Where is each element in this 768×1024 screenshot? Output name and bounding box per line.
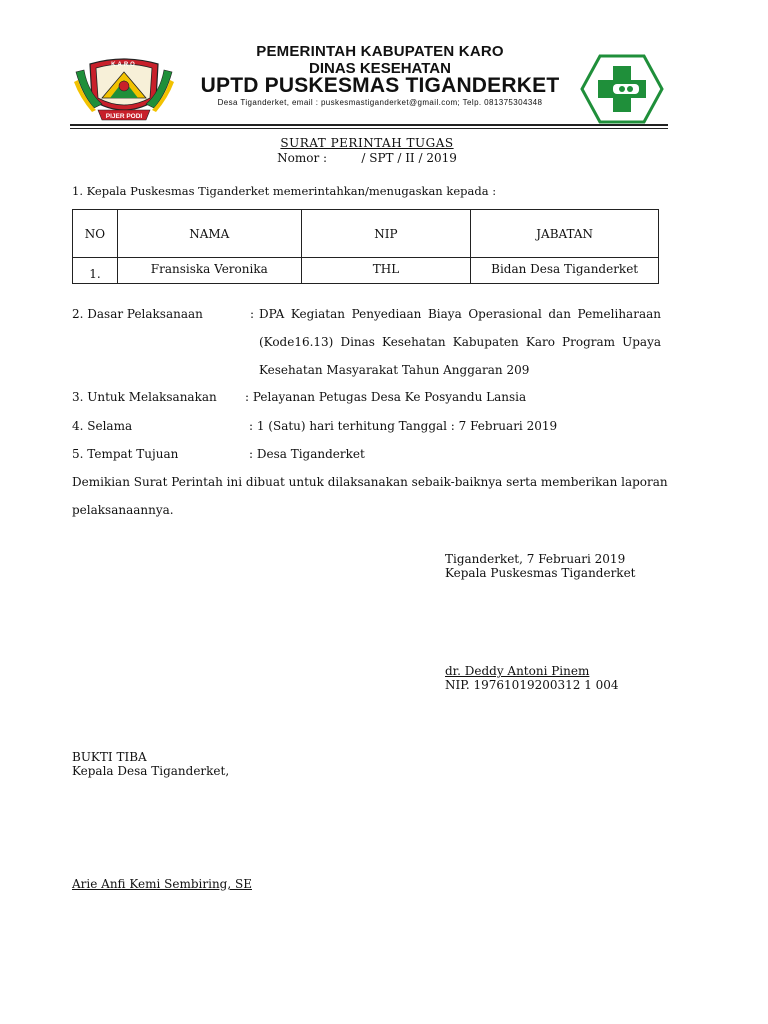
header-nama: NAMA [117, 210, 301, 258]
dasar-colon: : [250, 307, 255, 321]
document-title: SURAT PERINTAH TUGAS [280, 136, 454, 150]
untuk-value: : Pelayanan Petugas Desa Ke Posyandu Lansia [245, 390, 527, 404]
closing-line-2: pelaksanaannya. [72, 503, 174, 517]
personnel-table [72, 209, 659, 284]
selama-label: 4. Selama [72, 419, 133, 433]
bukti-tiba-position: Kepala Desa Tiganderket, [72, 764, 230, 778]
emblem-ribbon-text: PIJER PODI [105, 113, 143, 120]
tempat-label: 5. Tempat Tujuan [72, 447, 179, 461]
cell-nip: THL [301, 258, 471, 284]
cell-nama: Fransiska Veronika [117, 258, 301, 284]
closing-line-1: Demikian Surat Perintah ini dibuat untuk dilaksanakan sebaik-baiknya serta memberikan laporan [72, 475, 668, 489]
selama-value: : 1 (Satu) hari terhitung Tanggal : 7 Februari 2019 [249, 419, 558, 433]
instruction-intro: 1. Kepala Puskesmas Tiganderket memerintahkan/menugaskan kepada : [72, 184, 497, 198]
cell-jabatan: Bidan Desa Tiganderket [471, 258, 659, 284]
bukti-tiba-name: Arie Anfi Kemi Sembiring, SE [72, 877, 252, 891]
document-number: Nomor : / SPT / II / 2019 [277, 151, 457, 165]
letterhead-address: Desa Tiganderket, email : puskesmastiganderket@gmail.com; Telp. 081375304348 [217, 98, 543, 107]
karo-regency-emblem [72, 54, 176, 124]
signature-name: dr. Deddy Antoni Pinem [445, 664, 590, 678]
bukti-tiba-title: BUKTI TIBA [72, 750, 147, 764]
signature-position: Kepala Puskesmas Tiganderket [445, 566, 636, 580]
letterhead-rule-thin [70, 128, 668, 129]
table-row [73, 258, 659, 284]
dasar-line-3: Kesehatan Masyarakat Tahun Anggaran 209 [259, 363, 530, 377]
dasar-line-2: (Kode16.13) Dinas Kesehatan Kabupaten Karo Program Upaya [259, 335, 661, 349]
dasar-line-1: DPA Kegiatan Penyediaan Biaya Operasional dan Pemeliharaan [259, 307, 661, 321]
header-jabatan: JABATAN [471, 210, 659, 258]
letterhead-rule-thick [70, 124, 668, 126]
header-no: NO [73, 210, 118, 258]
tempat-value: : Desa Tiganderket [249, 447, 365, 461]
signature-place-date: Tiganderket, 7 Februari 2019 [445, 552, 626, 566]
signature-nip: NIP. 19761019200312 1 004 [445, 678, 619, 692]
letterhead-institution: UPTD PUSKESMAS TIGANDERKET [200, 74, 560, 97]
dasar-label: 2. Dasar Pelaksanaan [72, 307, 203, 321]
emblem-top-text: KARO [111, 62, 137, 68]
letterhead-government: PEMERINTAH KABUPATEN KARO [256, 43, 504, 60]
puskesmas-logo [580, 54, 664, 124]
untuk-label: 3. Untuk Melaksanakan [72, 390, 217, 404]
cell-no: 1. [73, 258, 118, 284]
header-nip: NIP [301, 210, 471, 258]
letterhead-department: DINAS KESEHATAN [309, 60, 451, 77]
table-header-row [73, 210, 659, 258]
